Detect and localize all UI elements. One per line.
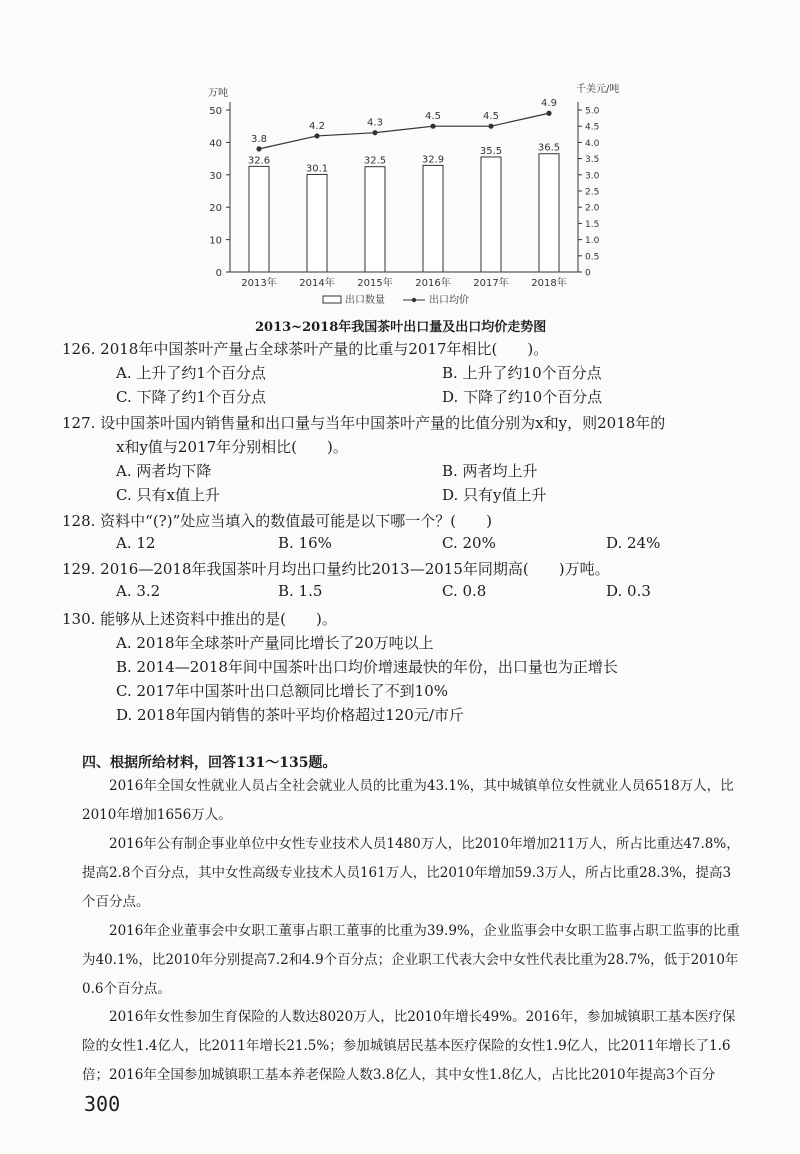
section-title: 四、根据所给材料，回答131～135题。: [82, 755, 337, 771]
question-128-option-d: D. 24%: [606, 534, 661, 552]
right-tick-label: 2.5: [585, 187, 600, 198]
question-128-option-c: C. 20%: [442, 534, 496, 552]
x-tick-label: 2013年: [241, 278, 277, 289]
export-price-point: [546, 111, 551, 116]
export-volume-bar: [307, 174, 327, 272]
question-127-option-b: B. 两者均上升: [442, 462, 538, 480]
export-volume-bar: [423, 165, 443, 272]
question-127-stem-line1: 127. 设中国茶叶国内销售量和出口量与当年中国茶叶产量的比值分别为x和y，则2018年的: [62, 414, 666, 432]
export-volume-label: 32.6: [247, 155, 271, 167]
export-price-label: 4.5: [425, 111, 441, 123]
export-chart: [185, 80, 625, 312]
question-126-option-c: C. 下降了约1个百分点: [116, 388, 267, 406]
question-130-option-a: A. 2018年全球茶叶产量同比增长了20万吨以上: [116, 634, 434, 652]
export-volume-label: 36.5: [537, 142, 561, 154]
question-130-option-c: C. 2017年中国茶叶出口总额同比增长了不到10%: [116, 682, 448, 700]
export-price-label: 3.8: [251, 133, 267, 145]
legend-line-marker: [412, 298, 416, 302]
legend-line-label: 出口均价: [429, 295, 469, 306]
x-tick-label: 2015年: [357, 278, 393, 289]
question-126-option-a: A. 上升了约1个百分点: [116, 364, 266, 382]
question-126-stem: 126. 2018年中国茶叶产量占全球茶叶产量的比重与2017年相比( )。: [62, 340, 549, 358]
right-tick-label: 3.0: [585, 171, 600, 182]
export-price-label: 4.3: [367, 117, 383, 129]
export-price-point: [372, 130, 377, 135]
question-130-option-d: D. 2018年国内销售的茶叶平均价格超过120元/市斤: [116, 706, 464, 724]
export-volume-label: 32.9: [421, 154, 445, 166]
export-price-point: [256, 146, 261, 151]
right-tick-label: 4.5: [585, 122, 600, 133]
export-price-point: [488, 124, 493, 129]
question-126-option-d: D. 下降了约10个百分点: [442, 388, 603, 406]
right-tick-label: 3.5: [585, 155, 600, 166]
legend-bar-label: 出口数量: [345, 295, 385, 306]
export-volume-label: 32.5: [363, 155, 387, 167]
x-tick-label: 2014年: [299, 278, 335, 289]
export-price-label: 4.2: [309, 120, 325, 132]
question-129-option-d: D. 0.3: [606, 582, 651, 600]
left-tick-label: 10: [209, 235, 222, 247]
page-number: 300: [84, 1092, 121, 1116]
question-127-option-a: A. 两者均下降: [116, 462, 212, 480]
export-price-point: [314, 133, 319, 138]
legend-bar-swatch: [323, 296, 341, 303]
question-129-stem: 129. 2016—2018年我国茶叶月均出口量约比2013—2015年同期高( )万吨。: [62, 560, 610, 578]
export-volume-bar: [365, 167, 385, 272]
paragraph-3: 2016年企业董事会中女职工董事占职工董事的比重为39.9%，企业监事会中女职工监事占职工监事的比重为40.1%，比2010年分别提高7.2和4.9个百分点；企业职工代表大会中女性代表比重为28.7%，低于2010年0.6个百分点。: [82, 923, 740, 997]
left-tick-label: 40: [209, 138, 222, 150]
paragraph-1: 2016年全国女性就业人员占全社会就业人员的比重为43.1%，其中城镇单位女性就业人员6518万人，比2010年增加1656万人。: [82, 778, 734, 823]
left-tick-label: 0: [215, 268, 222, 279]
right-tick-label: 1.5: [585, 219, 600, 230]
right-tick-label: 1.0: [585, 236, 600, 247]
right-axis-unit: 千美元/吨: [576, 84, 620, 95]
paragraph-4: 2016年女性参加生育保险的人数达8020万人，比2010年增长49%。2016年，参加城镇职工基本医疗保险的女性1.4亿人，比2011年增长21.5%；参加城镇居民基本医疗保险的女性1.9亿人，比2011年增长了1.6倍；2016年全国参加城镇职工基本养老保险人数3.8亿人，其中女性1.8亿人，占比比2010年提高3个百分: [82, 1009, 736, 1083]
export-price-point: [430, 124, 435, 129]
export-volume-label: 35.5: [479, 145, 503, 157]
export-volume-bar: [481, 157, 501, 272]
x-tick-label: 2016年: [415, 278, 451, 289]
paragraph-2: 2016年公有制企事业单位中女性专业技术人员1480万人，比2010年增加211万人，所占比重达47.8%，提高2.8个百分点，其中女性高级专业技术人员161万人，比2010年增加59.3万人，所占比重28.3%，提高3个百分点。: [82, 836, 740, 910]
chart-caption: 2013~2018年我国茶叶出口量及出口均价走势图: [255, 320, 547, 335]
left-tick-label: 30: [209, 170, 222, 182]
question-129-option-a: A. 3.2: [116, 582, 161, 600]
right-tick-label: 0.5: [585, 252, 600, 263]
export-price-label: 4.9: [541, 98, 557, 110]
export-volume-label: 30.1: [305, 163, 329, 175]
question-130-stem: 130. 能够从上述资料中推出的是( )。: [62, 610, 337, 628]
question-126-option-b: B. 上升了约10个百分点: [442, 364, 602, 382]
right-tick-label: 5.0: [585, 106, 600, 117]
question-127-stem-line2: x和y值与2017年分别相比( )。: [116, 438, 348, 456]
export-volume-bar: [249, 166, 269, 272]
right-tick-label: 2.0: [585, 203, 600, 214]
question-128-option-a: A. 12: [116, 534, 156, 552]
question-129-option-b: B. 1.5: [278, 582, 323, 600]
right-tick-label: 0: [585, 268, 591, 279]
question-127-option-d: D. 只有y值上升: [442, 486, 547, 504]
question-128-stem: 128. 资料中“(?)”处应当填入的数值最可能是以下哪一个？( ): [62, 512, 492, 530]
x-tick-label: 2018年: [531, 278, 567, 289]
left-axis-unit: 万吨: [208, 88, 228, 99]
question-129-option-c: C. 0.8: [442, 582, 487, 600]
export-volume-bar: [539, 154, 559, 272]
question-130-option-b: B. 2014—2018年间中国茶叶出口均价增速最快的年份，出口量也为正增长: [116, 658, 618, 676]
x-tick-label: 2017年: [473, 278, 509, 289]
left-tick-label: 50: [209, 106, 222, 117]
export-price-label: 4.5: [483, 111, 499, 123]
question-127-option-c: C. 只有x值上升: [116, 486, 220, 504]
export-price-line: [259, 113, 549, 149]
right-tick-label: 4.0: [585, 138, 600, 149]
question-128-option-b: B. 16%: [278, 534, 332, 552]
left-tick-label: 20: [209, 203, 222, 215]
